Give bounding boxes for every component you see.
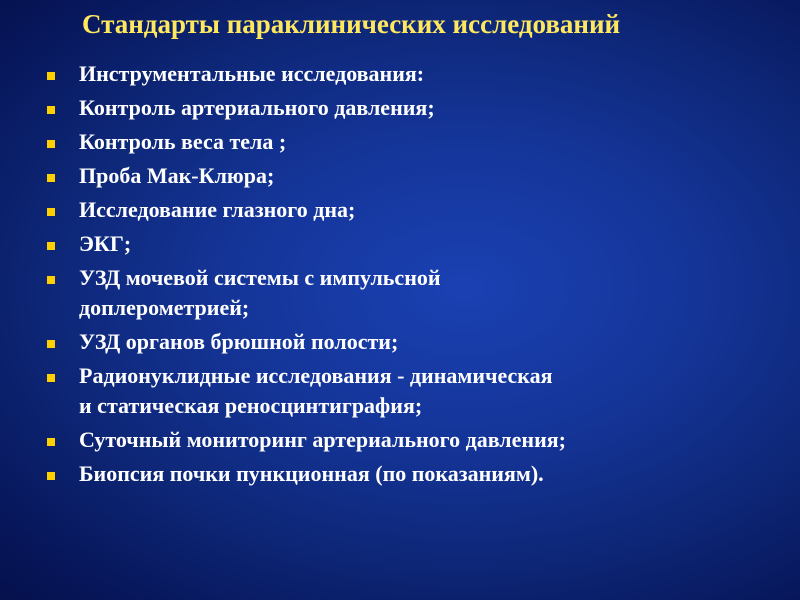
list-item [0,229,800,259]
list-item-text: Инструментальные исследования: [79,61,425,86]
square-bullet-icon [47,374,55,382]
list-item-text: Контроль артериального давления; [79,95,435,120]
list-item-text: Проба Мак-Клюра; [79,163,275,188]
square-bullet-icon [47,106,55,114]
square-bullet-icon [47,208,55,216]
square-bullet-icon [47,72,55,80]
square-bullet-icon [47,340,55,348]
list-item-text: Радионуклидные исследования - динамическая и статическая реносцинтиграфия; [79,363,553,418]
list-item [0,361,800,421]
square-bullet-icon [47,174,55,182]
list-item [0,195,800,225]
list-item [0,161,800,191]
list-item-text: УЗД органов брюшной полости; [79,329,399,354]
list-item [0,59,800,89]
list-item [0,327,800,357]
square-bullet-icon [47,438,55,446]
list-item-text: Контроль веса тела ; [79,129,287,154]
slide-title: Стандарты параклинических исследований [82,9,621,39]
list-item-text: ЭКГ; [79,231,132,256]
list-item [0,459,800,489]
square-bullet-icon [47,242,55,250]
list-item-text: УЗД мочевой системы с импульсной доплерометрией; [79,265,441,320]
list-item [0,425,800,455]
list-item [0,263,800,323]
list-item [0,127,800,157]
square-bullet-icon [47,276,55,284]
list-item-text: Исследование глазного дна; [79,197,356,222]
bullet-list [0,59,800,493]
square-bullet-icon [47,472,55,480]
list-item [0,93,800,123]
list-item-text: Суточный мониторинг артериального давления; [79,427,566,452]
square-bullet-icon [47,140,55,148]
list-item-text: Биопсия почки пункционная (по показаниям). [79,461,544,486]
